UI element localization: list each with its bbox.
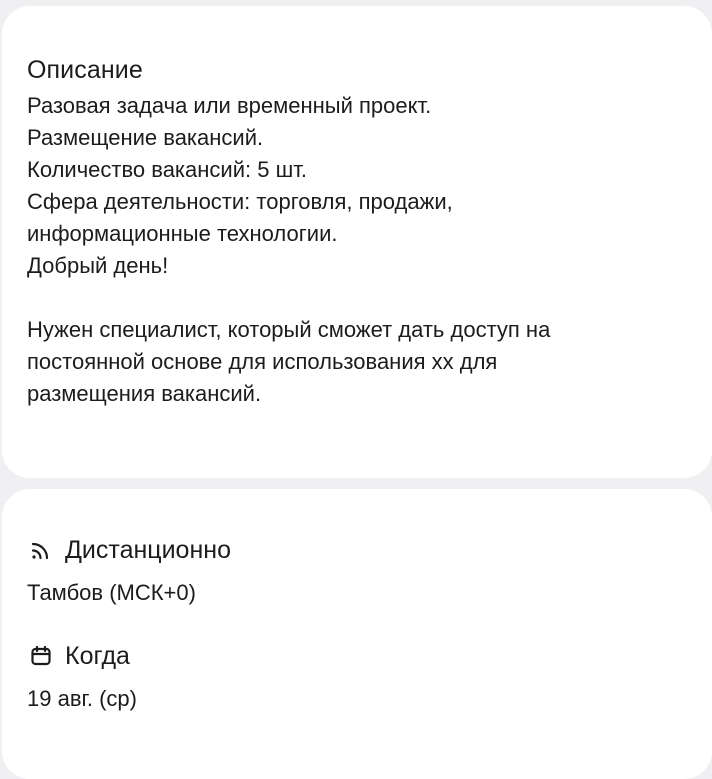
location-title-row [27, 533, 688, 567]
paragraph-spacer [27, 282, 688, 314]
remote-signal-icon [27, 536, 55, 564]
calendar-icon [27, 642, 55, 670]
when-title-row [27, 639, 688, 673]
description-paragraph-line: размещения вакансий. [27, 381, 262, 406]
location-value: Тамбов (МСК+0) [27, 580, 196, 605]
description-card [2, 6, 712, 478]
description-line: Количество вакансий: 5 шт. [27, 157, 307, 182]
description-line: Добрый день! [27, 253, 169, 278]
when-title: Когда [65, 642, 130, 670]
description-line: Разовая задача или временный проект. [27, 93, 432, 118]
description-text [27, 90, 688, 410]
location-block [27, 533, 688, 609]
details-card [2, 489, 712, 779]
location-title: Дистанционно [65, 536, 231, 564]
when-value: 19 авг. (ср) [27, 686, 137, 711]
description-line: информационные технологии. [27, 221, 338, 246]
description-paragraph-line: Нужен специалист, который сможет дать доступ на [27, 317, 551, 342]
when-block [27, 639, 688, 715]
description-line: Сфера деятельности: торговля, продажи, [27, 189, 453, 214]
description-line: Размещение вакансий. [27, 125, 264, 150]
description-paragraph-line: постоянной основе для использования хх для [27, 349, 498, 374]
description-title: Описание [27, 56, 143, 84]
